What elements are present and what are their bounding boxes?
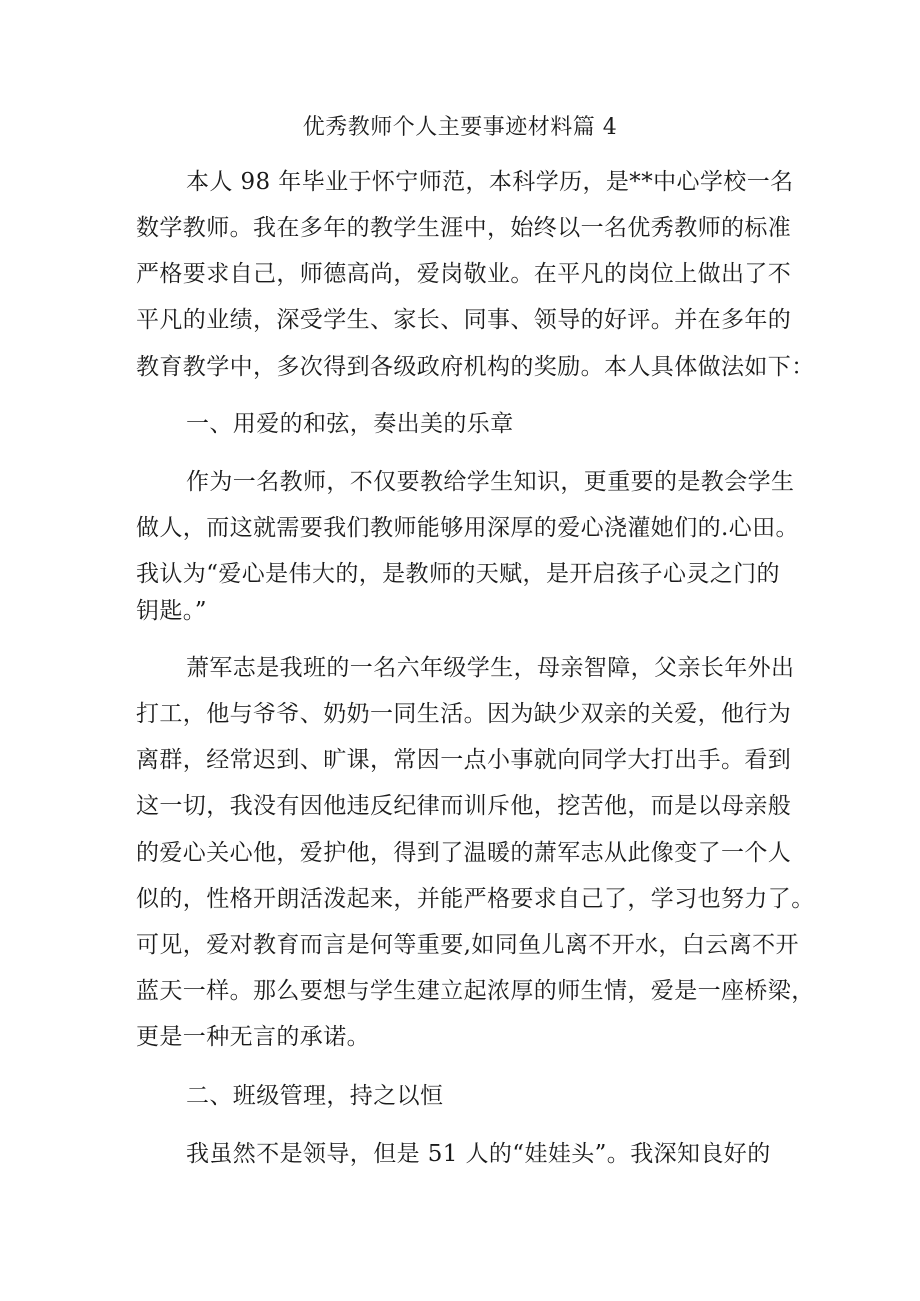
paragraph-line: 蓝天一样。那么要想与学生建立起浓厚的师生情，爱是一座桥梁， — [136, 978, 815, 1004]
paragraph-line: 打工，他与爷爷、奶奶一同生活。因为缺少双亲的关爱，他行为 — [136, 701, 792, 727]
paragraph-line: 教育教学中，多次得到各级政府机构的奖励。本人具体做法如下： — [136, 354, 815, 380]
section-heading: 二、班级管理，持之以恒 — [186, 1083, 444, 1109]
paragraph-line: 离群，经常迟到、旷课，常因一点小事就向同学大打出手。看到 — [136, 747, 792, 773]
paragraph-line: 钥匙。” — [136, 598, 207, 624]
paragraph-line: 可见，爱对教育而言是何等重要,如同鱼儿离不开水，白云离不开 — [136, 932, 799, 958]
paragraph-line: 萧军志是我班的一名六年级学生，母亲智障，父亲长年外出 — [186, 655, 795, 681]
paragraph-line: 严格要求自己，师德高尚，爱岗敬业。在平凡的岗位上做出了不 — [136, 261, 792, 287]
paragraph-line: 本人 98 年毕业于怀宁师范，本科学历，是**中心学校一名 — [186, 169, 794, 195]
paragraph-line: 平凡的业绩，深受学生、家长、同事、领导的好评。并在多年的 — [136, 307, 792, 333]
paragraph-line: 数学教师。我在多年的教学生涯中，始终以一名优秀教师的标准 — [136, 215, 792, 241]
paragraph-line: 似的，性格开朗活泼起来，并能严格要求自己了，学习也努力了。 — [136, 886, 815, 912]
document-title: 优秀教师个人主要事迹材料篇 4 — [302, 115, 618, 140]
paragraph-line: 更是一种无言的承诺。 — [136, 1024, 370, 1050]
paragraph-line: 这一切，我没有因他违反纪律而训斥他，挖苦他，而是以母亲般 — [136, 793, 792, 819]
paragraph-line: 作为一名教师，不仅要教给学生知识，更重要的是教会学生 — [186, 469, 795, 495]
paragraph-line: 我认为“爱心是伟大的，是教师的天赋，是开启孩子心灵之门的 — [136, 561, 780, 587]
paragraph-line: 做人，而这就需要我们教师能够用深厚的爱心浇灌她们的.心田。 — [136, 515, 799, 541]
section-heading: 一、用爱的和弦，奏出美的乐章 — [186, 411, 514, 437]
paragraph-line: 的爱心关心他，爱护他，得到了温暖的萧军志从此像变了一个人 — [136, 840, 792, 866]
paragraph-line: 我虽然不是领导，但是 51 人的“娃娃头”。我深知良好的 — [186, 1141, 771, 1167]
